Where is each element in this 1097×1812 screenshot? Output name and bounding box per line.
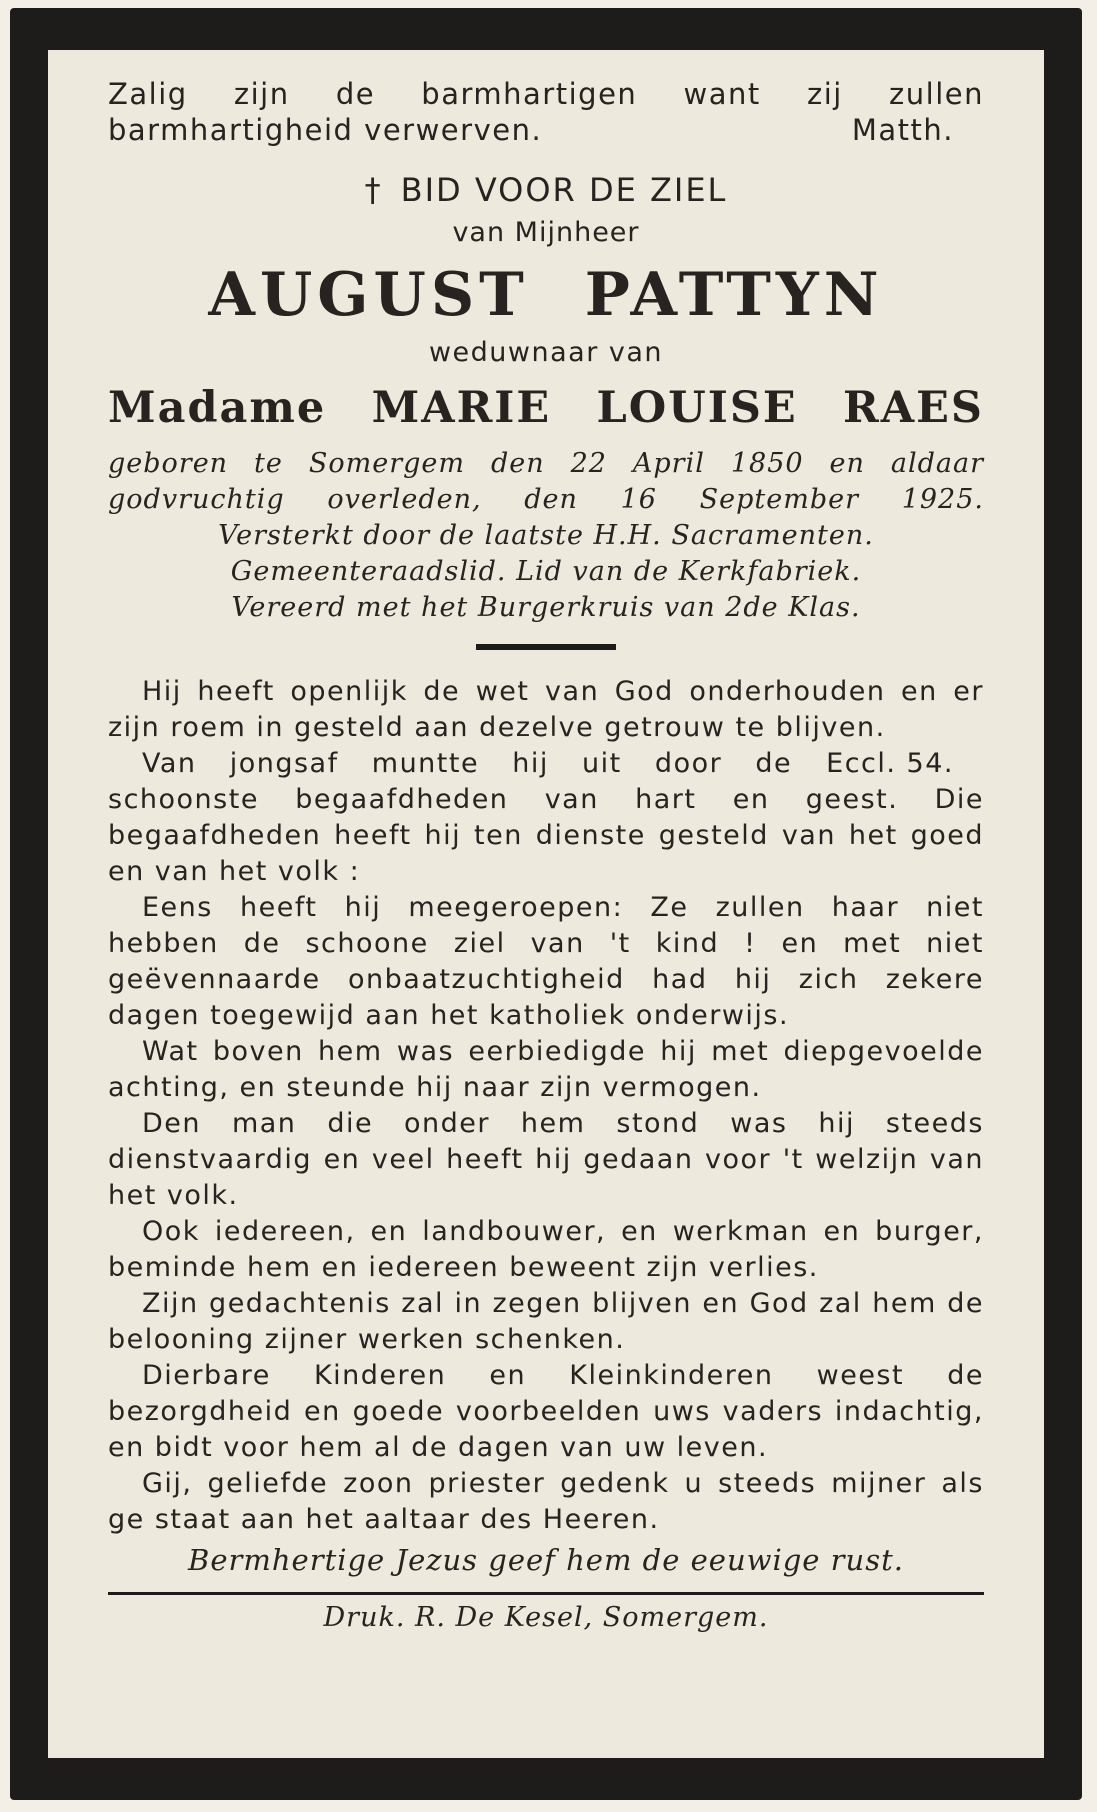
paragraph-1-text: Hij heeft openlijk de wet van God onderhouden en er zijn roem in gesteld aan dezelve getrouw te blijven. bbox=[108, 676, 984, 743]
divider-short bbox=[476, 644, 616, 650]
bio-line-1: geboren te Somergem den 22 April 1850 en aldaar bbox=[108, 448, 984, 479]
paragraph-7: Zijn gedachtenis zal in zegen blijven en God zal hem de belooning zijner werken schenken. bbox=[108, 1288, 984, 1355]
paragraph-1 bbox=[108, 674, 984, 779]
memorial-card bbox=[10, 8, 1082, 1800]
biography bbox=[108, 446, 984, 626]
bio-line-5: Vereerd met het Burgerkruis van 2de Klas. bbox=[231, 592, 861, 623]
closing-prayer: Bermhertige Jezus geef hem de eeuwige rust. bbox=[188, 1543, 904, 1577]
body-text bbox=[108, 674, 984, 1538]
paragraph-9: Gij, geliefde zoon priester gedenk u steeds mijner als ge staat aan het aaltaar des Heeren. bbox=[108, 1468, 984, 1535]
bid-heading bbox=[108, 170, 984, 210]
paragraph-6: Ook iedereen, en landbouwer, en werkman en burger, beminde hem en iedereen beweent zijn verlies. bbox=[108, 1216, 984, 1283]
widower-label: weduwnaar van bbox=[428, 337, 664, 368]
paragraph-2: Van jongsaf muntte hij uit door de schoonste begaafdheden van hart en geest. Die begaafdheden heeft hij ten dienste gesteld van het goed en van het volk : bbox=[108, 748, 984, 887]
divider-long bbox=[108, 1592, 984, 1595]
epigraph-line-2 bbox=[108, 112, 984, 148]
epigraph-line-1: Zalig zijn de barmhartigen want zij zullen bbox=[108, 77, 984, 111]
epigraph-text: barmhartigheid verwerven. bbox=[108, 113, 543, 147]
epigraph-reference: Matth. bbox=[851, 113, 954, 147]
printer-credit: Druk. R. De Kesel, Somergem. bbox=[323, 1602, 769, 1633]
bio-line-2: godvruchtig overleden, den 16 September 1925. bbox=[108, 484, 984, 515]
paragraph-5: Den man die onder hem stond was hij steeds dienstvaardig en veel heeft hij gedaan voor 't welzijn van het volk. bbox=[108, 1108, 984, 1211]
deceased-name: AUGUST PATTYN bbox=[208, 260, 884, 330]
cross-icon: † bbox=[364, 171, 383, 209]
bio-line-4: Gemeenteraadslid. Lid van de Kerkfabriek. bbox=[230, 556, 862, 587]
spouse-name: Madame MARIE LOUISE RAES bbox=[108, 383, 984, 433]
paragraph-8: Dierbare Kinderen en Kleinkinderen weest de bezorgdheid en goede voorbeelden uws vaders indachtig, en bidt voor hem al de dagen van uw leven. bbox=[108, 1360, 984, 1463]
card-paper bbox=[48, 50, 1044, 1758]
bid-text: BID VOOR DE ZIEL bbox=[400, 171, 728, 209]
paragraph-4: Wat boven hem was eerbiedigde hij met diepgevoelde achting, en steunde hij naar zijn vermogen. bbox=[108, 1036, 984, 1103]
paragraph-3: Eens heeft hij meegeroepen: Ze zullen haar niet hebben de schoone ziel van 't kind ! en met niet geëvennaarde onbaatzuchtigheid had hij zich zekere dagen toegewijd aan het katholiek onderwijs. bbox=[108, 892, 984, 1031]
card-content bbox=[108, 76, 984, 1635]
van-mijnheer: van Mijnheer bbox=[452, 217, 640, 248]
scripture-reference: Eccl. 54. bbox=[826, 748, 954, 779]
bio-line-3: Versterkt door de laatste H.H. Sacramenten. bbox=[218, 520, 874, 551]
